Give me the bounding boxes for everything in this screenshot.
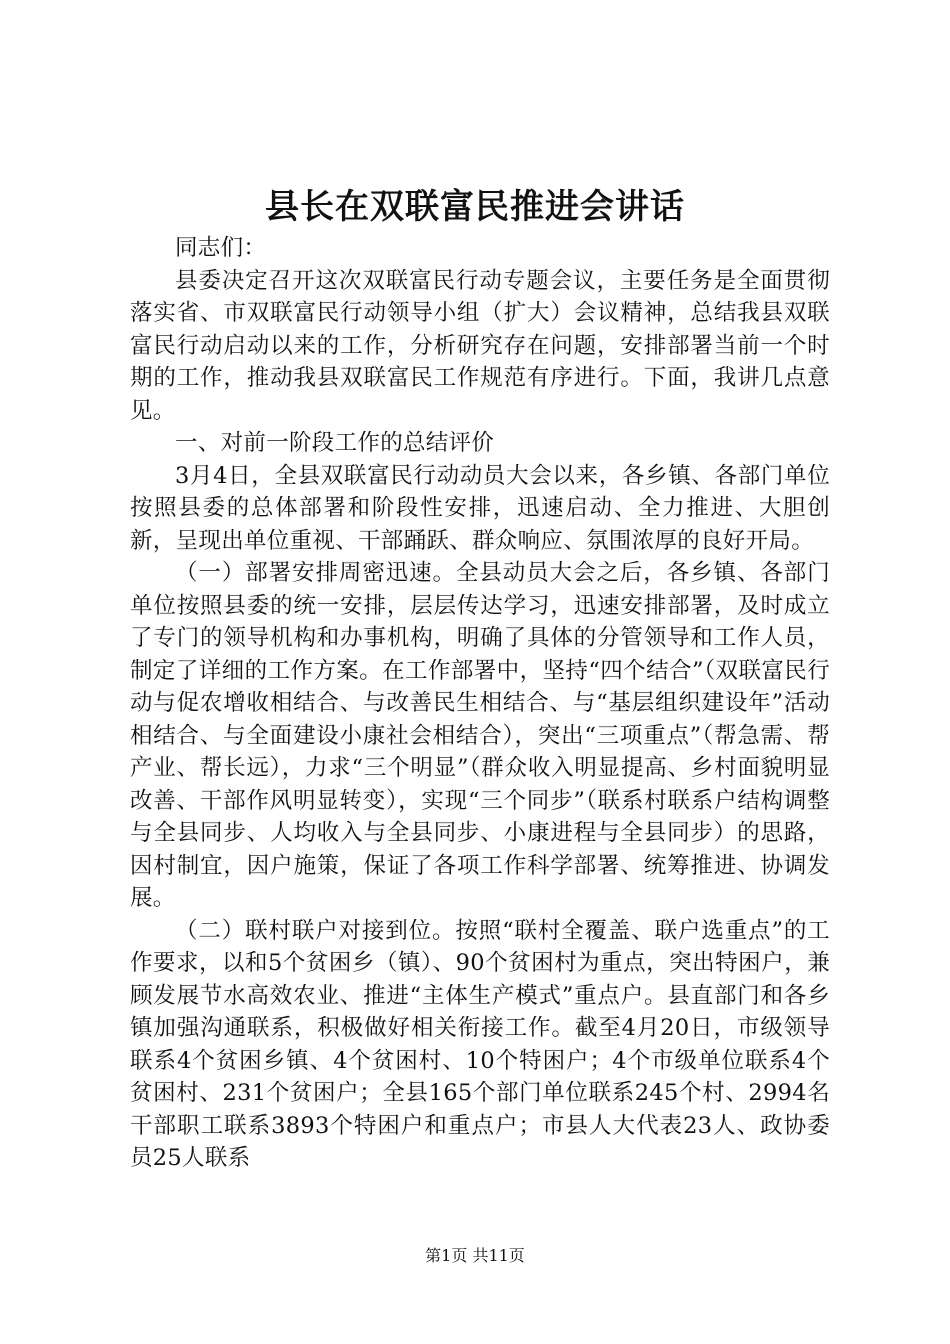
document-title: 县长在双联富民推进会讲话	[265, 187, 685, 227]
body-paragraph: （二）联村联户对接到位。按照“联村全覆盖、联户选重点”的工作要求，以和5个贫困乡（镇）、90个贫困村为重点，突出特困户，兼顾发展节水高效农业、推进“主体生产模式”重点户。县直部门和各乡镇加强沟通联系，积极做好相关衔接工作。截至4月20日，市级领导联系4个贫困乡镇、4个贫困村、10个特困户；4个市级单位联系4个贫困村、231个贫困户；全县165个部门单位联系245个村、2994名干部职工联系3893个特困户和重点户；市县人大代表23人、政协委员25人联系	[130, 917, 830, 1171]
page-number: 第1页 共11页	[425, 1246, 525, 1265]
salutation: 同志们：	[175, 235, 267, 261]
body-paragraph: （一）部署安排周密迅速。全县动员大会之后，各乡镇、各部门单位按照县委的统一安排，层层传达学习，迅速安排部署，及时成立了专门的领导机构和办事机构，明确了具体的分管领导和工作人员，制定了详细的工作方案。在工作部署中，坚持“四个结合”（双联富民行动与促农增收相结合、与改善民生相结合、与“基层组织建设年”活动相结合、与全面建设小康社会相结合），突出“三项重点”（帮急需、帮产业、帮长远），力求“三个明显”（群众收入明显提高、乡村面貌明显改善、干部作风明显转变），实现“三个同步”（联系村联系户结构调整与全县同步、人均收入与全县同步、小康进程与全县同步）的思路，因村制宜，因户施策，保证了各项工作科学部署、统筹推进、协调发展。	[130, 560, 830, 911]
intro-paragraph: 县委决定召开这次双联富民行动专题会议，主要任务是全面贯彻落实省、市双联富民行动领导小组（扩大）会议精神，总结我县双联富民行动启动以来的工作，分析研究存在问题，安排部署当前一个时期的工作，推动我县双联富民工作规范有序进行。下面，我讲几点意见。	[130, 267, 830, 424]
body-paragraph: 3月4日，全县双联富民行动动员大会以来，各乡镇、各部门单位按照县委的总体部署和阶段性安排，迅速启动、全力推进、大胆创新，呈现出单位重视、干部踊跃、群众响应、氛围浓厚的良好开局。	[130, 462, 830, 554]
section-heading: 一、对前一阶段工作的总结评价	[175, 430, 495, 456]
document-body	[130, 232, 830, 1175]
